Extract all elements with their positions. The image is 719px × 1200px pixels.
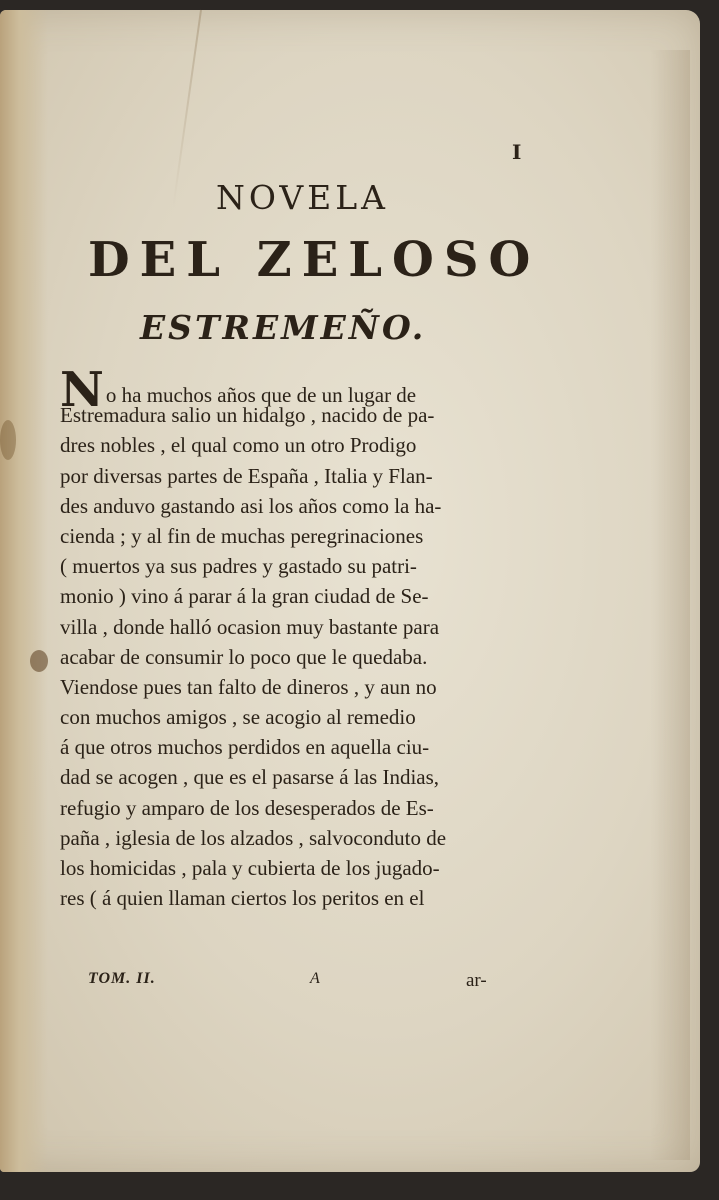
page-stain bbox=[0, 420, 16, 460]
text-line: monio ) vino á parar á la gran ciudad de Se- bbox=[60, 584, 429, 609]
signature-mark: A bbox=[310, 970, 320, 987]
drop-cap: N bbox=[60, 362, 104, 418]
title-novela: NOVELA bbox=[216, 178, 390, 217]
volume-label: TOM. II. bbox=[88, 970, 156, 987]
text-line: ( muertos ya sus padres y gastado su patri- bbox=[60, 554, 417, 579]
title-del-zeloso: DEL ZELOSO bbox=[88, 232, 541, 288]
text-line: Estremadura salio un hidalgo , nacido de pa- bbox=[60, 403, 435, 428]
page-stain bbox=[30, 650, 48, 672]
text-line: des anduvo gastando asi los años como la ha- bbox=[60, 493, 442, 518]
text-line: dres nobles , el qual como un otro Prodigo bbox=[60, 433, 417, 458]
text-line: cienda ; y al fin de muchas peregrinaciones bbox=[60, 523, 424, 548]
text-line: con muchos amigos , se acogio al remedio bbox=[60, 705, 416, 730]
catchword: ar- bbox=[466, 970, 487, 991]
text-line: paña , iglesia de los alzados , salvoconduto de bbox=[60, 825, 447, 850]
text-line: villa , donde halló ocasion muy bastante para bbox=[60, 614, 440, 639]
page-footer bbox=[88, 970, 498, 1000]
text-line: refugio y amparo de los desesperados de Es- bbox=[60, 795, 434, 820]
page-gutter bbox=[0, 10, 48, 1172]
text-line: los homicidas , pala y cubierta de los jugado- bbox=[60, 856, 440, 880]
body-text bbox=[60, 362, 525, 913]
text-line: por diversas partes de España , Italia y Flan- bbox=[60, 463, 433, 488]
text-line-content: o ha muchos años que de un lugar de bbox=[105, 383, 417, 407]
text-line: acabar de consumir lo poco que le quedaba. bbox=[60, 644, 428, 669]
text-line: Viendose pues tan falto de dineros , y aun no bbox=[60, 674, 437, 699]
title-estremeno: ESTREMEÑO. bbox=[140, 308, 427, 347]
page-number: I bbox=[512, 140, 522, 164]
text-line: dad se acogen , que es el pasarse á las Indias, bbox=[60, 765, 440, 790]
text-line: á que otros muchos perdidos en aquella ciu- bbox=[60, 735, 430, 760]
text-line: res ( á quien llaman ciertos los peritos en el bbox=[60, 886, 425, 911]
